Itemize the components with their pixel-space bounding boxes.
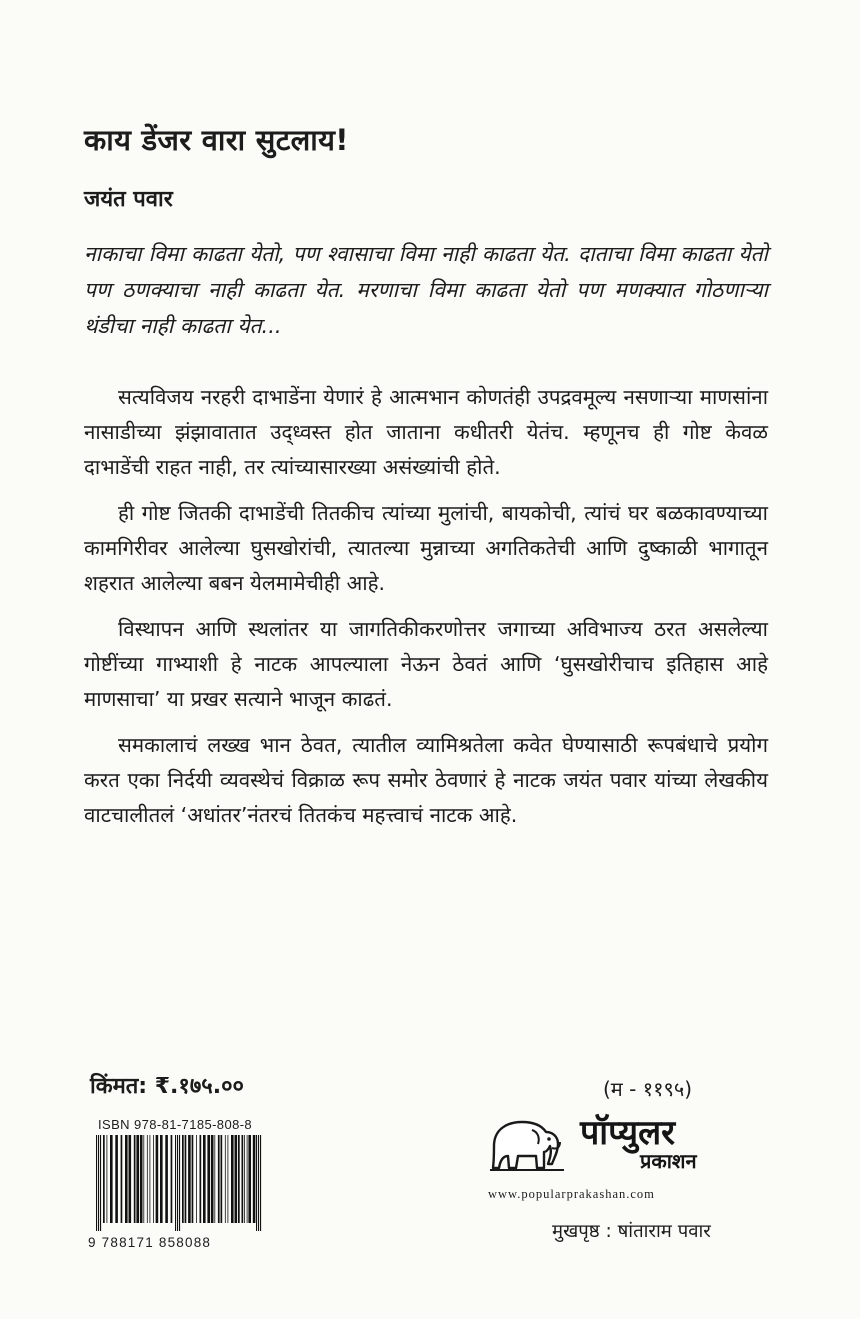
publisher-name: पॉप्युलर	[580, 1113, 676, 1153]
barcode-digits: 9 788171 858088	[88, 1235, 212, 1250]
epigraph: नाकाचा विमा काढता येतो, पण श्वासाचा विमा नाही काढता येत. दाताचा विमा काढता येतो पण ठणक्याचा नाही काढता येत. मरणाचा विमा काढता येतो पण मणक्यात गोठणाऱ्या थंडीचा नाही काढता येत...	[84, 242, 768, 338]
blurb-paragraph: ही गोष्ट जितकी दाभाडेंची तितकीच त्यांच्या मुलांची, बायकोची, त्यांचं घर बळकावण्याच्या कामगिरीवर आलेल्या घुसखोरांची, त्यातल्या मुन्नाच्या अगतिकतेची आणि दुष्काळी भागातून शहरात आलेल्या बबन येलमामेचीही आहे.	[84, 501, 768, 595]
author-name: जयंत पवार	[84, 187, 173, 212]
book-title: काय डेंजर वारा सुटलाय!	[84, 123, 349, 157]
blurb-paragraph: समकालाचं लख्ख भान ठेवत, त्यातील व्यामिश्रतेला कवेत घेण्यासाठी रूपबंधाचे प्रयोग करत एका निर्दयी व्यवस्थेचं विक्राळ रूप समोर ठेवणारं हे नाटक जयंत पवार यांच्या लेखकीय वाटचालीतलं ‘अधांतर’नंतरचं तितकंच महत्त्वाचं नाटक आहे.	[84, 733, 768, 827]
cover-credit: मुखपृष्ठ : षांताराम पवार	[552, 1221, 711, 1242]
blurb	[84, 380, 768, 844]
blurb-paragraph: सत्यविजय नरहरी दाभाडेंना येणारं हे आत्मभान कोणतंही उपद्रवमूल्य नसणाऱ्या माणसांना नासाडीच्या झंझावातात उद्ध्वस्त होत जाताना कधीतरी येतंच. म्हणूनच ही गोष्ट केवळ दाभाडेंची राहत नाही, तर त्यांच्यासारख्या असंख्यांची होते.	[84, 385, 768, 479]
barcode	[96, 1135, 262, 1231]
catalog-code: (म - ११९५)	[603, 1077, 693, 1101]
isbn: ISBN 978-81-7185-808-8	[98, 1117, 253, 1132]
publisher-logo	[488, 1112, 744, 1174]
blurb-paragraph: विस्थापन आणि स्थलांतर या जागतिकीकरणोत्तर जगाच्या अविभाज्य ठरत असलेल्या गोष्टींच्या गाभ्याशी हे नाटक आपल्याला नेऊन ठेवतं आणि ‘घुसखोरीचाच इतिहास आहे माणसाचा’ या प्रखर सत्याने भाजून काढतं.	[84, 617, 768, 711]
publisher-subtitle: प्रकाशन	[640, 1149, 697, 1173]
publisher-website: www.popularprakashan.com	[488, 1187, 655, 1201]
elephant-icon	[488, 1112, 566, 1174]
price: किंमत: ₹.१७५.००	[90, 1074, 244, 1099]
